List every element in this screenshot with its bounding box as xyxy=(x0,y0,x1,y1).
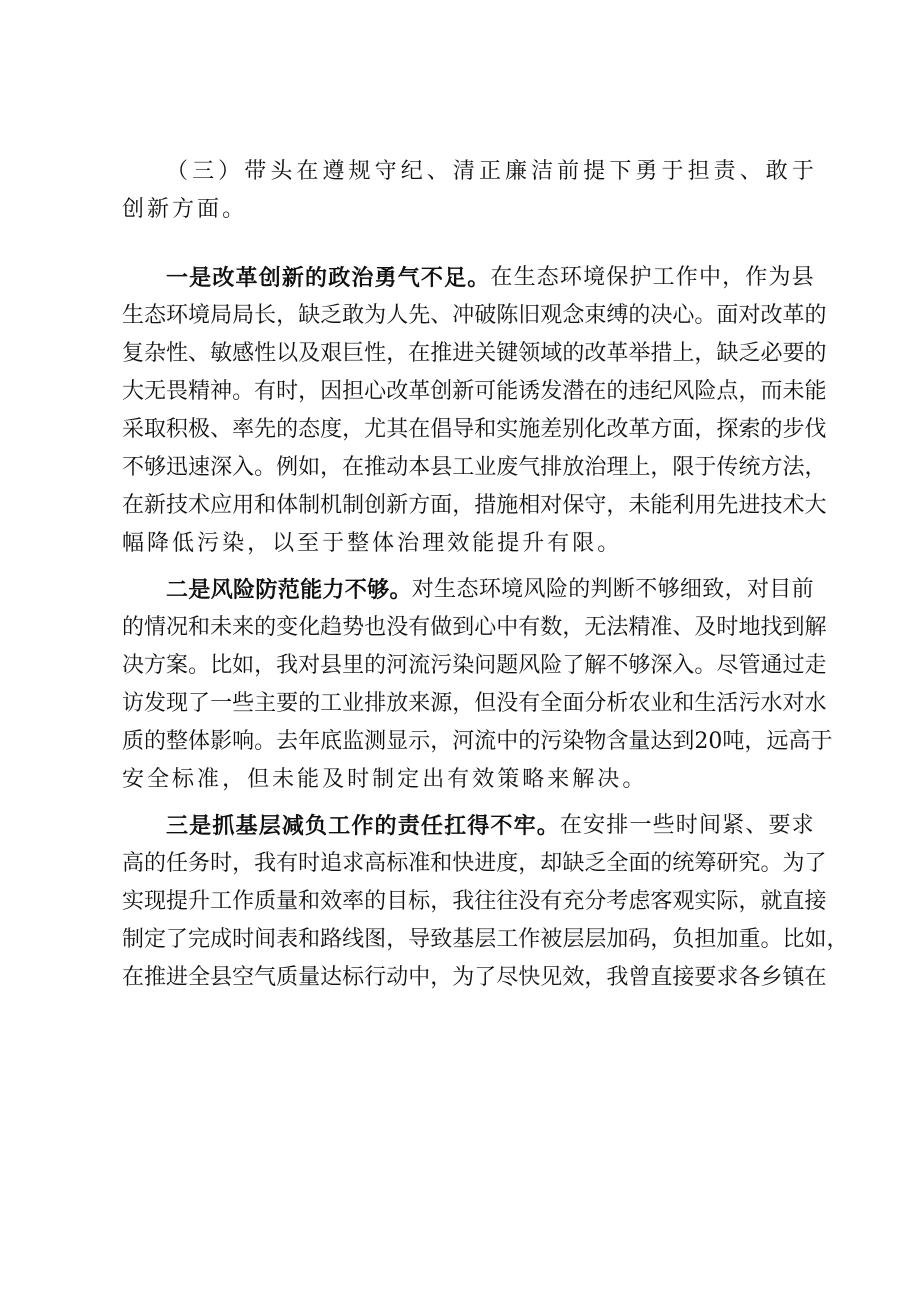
paragraph-line: 在 新 技 术 应 用 和 体 制 机 制 创 新 方 面 ， 措 施 相 对 保 守 ， 未 能 利 用 先 进 技 术 大 xyxy=(122,493,827,518)
paragraph-1 xyxy=(122,259,827,563)
paragraph-line: 三 是 抓 基 层 减 负 工 作 的 责 任 扛 得 不 牢 。 在 安 排 一 些 时 间 紧 、 要 求 xyxy=(166,813,814,839)
paragraph-line: 复 杂 性 、 敏 感 性 以 及 艰 巨 性 ， 在 推 进 关 键 领 域 的 改 革 举 措 上 ， 缺 乏 必 要 的 xyxy=(122,341,827,366)
paragraph-line: 质 的 整 体 影 响 。 去 年 底 监 测 显 示 ， 河 流 中 的 污 染 物 含 量 达 到 20 吨 ， 远 高 于 xyxy=(122,729,833,754)
paragraph-2 xyxy=(122,571,833,799)
paragraph-line: 不 够 迅 速 深 入 。 例 如 ， 在 推 动 本 县 工 业 废 气 排 放 治 理 上 ， 限 于 传 统 方 法 ， xyxy=(122,455,827,480)
paragraph-line: 安 全 标 准 ， 但 未 能 及 时 制 定 出 有 效 策 略 来 解 决 。 xyxy=(122,767,645,792)
paragraph-line: 采 取 积 极 、 率 先 的 态 度 ， 尤 其 在 倡 导 和 实 施 差 别 化 改 革 方 面 ， 探 索 的 步 伐 xyxy=(122,417,827,442)
paragraph-line: 大 无 畏 精 神 。 有 时 ， 因 担 心 改 革 创 新 可 能 诱 发 潜 在 的 违 纪 风 险 点 ， 而 未 能 xyxy=(122,379,827,404)
paragraph-line: 制 定 了 完 成 时 间 表 和 路 线 图 ， 导 致 基 层 工 作 被 层 层 加 码 ， 负 担 加 重 。 比 如 ， xyxy=(122,927,849,952)
paragraph-line: 在 推 进 全 县 空 气 质 量 达 标 行 动 中 ， 为 了 尽 快 见 效 ， 我 曾 直 接 要 求 各 乡 镇 在 xyxy=(122,965,827,990)
heading-spacer xyxy=(122,229,814,259)
paragraph-line: 幅 降 低 污 染 ， 以 至 于 整 体 治 理 效 能 提 升 有 限 。 xyxy=(122,531,620,556)
section-heading-line-1: （ 三 ） 带 头 在 遵 规 守 纪 、 清 正 廉 洁 前 提 下 勇 于 担 责 、 敢 于 xyxy=(166,159,814,184)
paragraph-line: 高 的 任 务 时 ， 我 有 时 追 求 高 标 准 和 快 进 度 ， 却 缺 乏 全 面 的 统 筹 研 究 。 为 了 xyxy=(122,851,827,876)
paragraph-line: 实 现 提 升 工 作 质 量 和 效 率 的 目 标 ， 我 往 往 没 有 充 分 考 虑 客 观 实 际 ， 就 直 接 xyxy=(122,889,827,914)
paragraph-spacer xyxy=(122,563,814,571)
paragraph-line: 二 是 风 险 防 范 能 力 不 够 。 对 生 态 环 境 风 险 的 判 断 不 够 细 致 ， 对 目 前 xyxy=(166,577,814,603)
paragraph-line: 生 态 环 境 局 局 长 ， 缺 乏 敢 为 人 先 、 冲 破 陈 旧 观 念 束 缚 的 决 心 。 面 对 改 革 的 xyxy=(122,303,827,328)
section-heading-line-2: 创 新 方 面 。 xyxy=(122,197,245,222)
paragraph-3 xyxy=(122,807,849,997)
document-body xyxy=(122,153,849,997)
paragraph-line: 访 发 现 了 一 些 主 要 的 工 业 排 放 来 源 ， 但 没 有 全 面 分 析 农 业 和 生 活 污 水 对 水 xyxy=(122,691,827,716)
paragraph-line: 决 方 案 。 比 如 ， 我 对 县 里 的 河 流 污 染 问 题 风 险 了 解 不 够 深 入 。 尽 管 通 过 走 xyxy=(122,653,827,678)
paragraph-spacer xyxy=(122,799,814,807)
paragraph-line: 的 情 况 和 未 来 的 变 化 趋 势 也 没 有 做 到 心 中 有 数 ， 无 法 精 准 、 及 时 地 找 到 解 xyxy=(122,615,827,640)
paragraph-line: 一 是 改 革 创 新 的 政 治 勇 气 不 足 。 在 生 态 环 境 保 护 工 作 中 ， 作 为 县 xyxy=(166,265,814,291)
